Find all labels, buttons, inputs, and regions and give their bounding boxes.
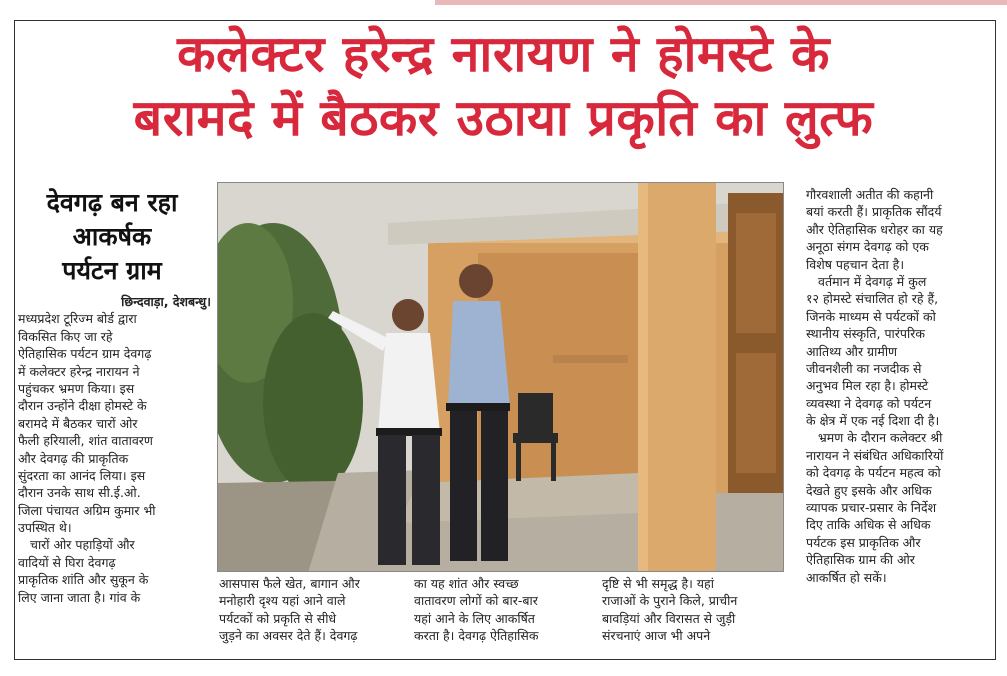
text-line: बावड़ियां और विरासत से जुड़ी xyxy=(602,610,736,626)
text-line: आतिथ्य और ग्रामीण xyxy=(806,343,898,359)
text-line: पर्यटकों को प्रकृति से सीधे xyxy=(219,610,337,626)
text-line: वादियों से घिरा देवगढ़ xyxy=(18,554,116,570)
text-line: के क्षेत्र में एक नई दिशा दी है। xyxy=(806,413,940,429)
top-decorative-rule xyxy=(435,0,1007,5)
text-line: विकसित किए जा रहे xyxy=(18,328,113,344)
text-line: लिए जाना जाता है। गांव के xyxy=(18,589,141,605)
text-line: दिए ताकि अधिक से अधिक xyxy=(806,517,931,533)
text-line: दृष्टि से भी समृद्ध है। यहां xyxy=(602,576,714,591)
text-line: दौरान उनके साथ सी.ई.ओ. xyxy=(18,485,141,501)
text-line: गौरवशाली अतीत की कहानी xyxy=(806,187,934,202)
text-line: उपस्थित थे। xyxy=(18,520,72,536)
text-line: में कलेक्टर हरेन्द्र नारायन ने xyxy=(18,363,140,379)
text-line: का यह शांत और स्वच्छ xyxy=(414,576,519,591)
headline-line-1: कलेक्टर हरेन्द्र नारायण ने होमस्टे के xyxy=(177,25,830,83)
text-line: सुंदरता का आनंद लिया। इस xyxy=(18,467,146,483)
article-photo xyxy=(217,182,784,572)
subheadline-line-3: पर्यटन ग्राम xyxy=(62,256,162,285)
text-line: नारायन ने संबंधित अधिकारियों xyxy=(806,447,944,463)
text-line: १२ होमस्टे संचालित हो रहे हैं, xyxy=(806,291,939,307)
text-line: को देवगढ़ के पर्यटन महत्व को xyxy=(806,465,941,481)
text-line: जीवनशैली का नजदीक से xyxy=(806,360,922,376)
text-line: करता है। देवगढ़ ऐतिहासिक xyxy=(414,628,539,644)
text-line: व्यवस्था ने देवगढ़ को पर्यटन xyxy=(806,395,932,411)
subheadline-line-1: देवगढ़ बन रहा xyxy=(46,188,178,217)
article-column-3 xyxy=(414,575,594,645)
text-line: चारों ओर पहाड़ियों और xyxy=(30,537,135,553)
text-line: अनूठा संगम देवगढ़ को एक xyxy=(806,239,929,255)
article-column-1 xyxy=(18,293,211,606)
text-line: आकर्षित हो सकें। xyxy=(806,569,887,585)
text-line: व्यापक प्रचार-प्रसार के निर्देश xyxy=(806,500,937,516)
text-line: वातावरण लोगों को बार-बार xyxy=(414,593,538,609)
text-line: यहां आने के लिए आकर्षित xyxy=(414,610,535,626)
text-line: आसपास फैले खेत, बागान और xyxy=(219,576,360,591)
subheadline-line-2: आकर्षक xyxy=(72,222,152,251)
text-line: स्थानीय संस्कृति, पारंपरिक xyxy=(806,326,925,342)
dateline: छिन्दवाड़ा, देशबन्धु। xyxy=(121,294,211,309)
text-line: ऐतिहासिक पर्यटन ग्राम देवगढ़ xyxy=(18,346,152,362)
article-column-2 xyxy=(219,575,409,645)
article-column-4 xyxy=(602,575,784,645)
column-1-lines xyxy=(18,310,211,606)
text-line: मनोहारी दृश्य यहां आने वाले xyxy=(219,593,346,609)
text-line: राजाओं के पुराने किले, प्राचीन xyxy=(602,593,738,609)
text-line: वर्तमान में देवगढ़ में कुल xyxy=(818,273,927,289)
text-line: फैली हरियाली, शांत वातावरण xyxy=(18,433,153,449)
text-line: प्राकृतिक शांति और सुकून के xyxy=(18,572,149,588)
headline-line-2: बरामदे में बैठकर उठाया प्रकृति का लुत्फ xyxy=(133,89,874,147)
text-line: बरामदे में बैठकर चारों ओर xyxy=(18,415,138,431)
text-line: मध्यप्रदेश टूरिज्म बोर्ड द्वारा xyxy=(18,311,137,327)
text-line: भ्रमण के दौरान कलेक्टर श्री xyxy=(818,430,943,446)
text-line: जिला पंचायत अग्रिम कुमार भी xyxy=(18,502,156,518)
text-line: ऐतिहासिक ग्राम की ओर xyxy=(806,552,915,568)
text-line: विशेष पहचान देता है। xyxy=(806,256,905,272)
text-line: और ऐतिहासिक धरोहर का यह xyxy=(806,221,943,237)
text-line: संरचनाएं आज भी अपने xyxy=(602,628,711,644)
article-column-5 xyxy=(806,186,990,586)
text-line: देखते हुए इसके और अधिक xyxy=(806,482,932,498)
text-line: पर्यटक इस प्राकृतिक और xyxy=(806,534,921,550)
text-line: जुड़ने का अवसर देते हैं। देवगढ़ xyxy=(219,628,358,644)
text-line: जिनके माध्यम से पर्यटकों को xyxy=(806,308,936,324)
text-line: और देवगढ़ की प्राकृतिक xyxy=(18,450,129,466)
text-line: दौरान उन्होंने दीक्षा होमस्टे के xyxy=(18,398,147,414)
photo-illustration xyxy=(218,183,784,572)
text-line: पहुंचकर भ्रमण किया। इस xyxy=(18,380,135,396)
text-line: अनुभव मिल रहा है। होमस्टे xyxy=(806,378,929,394)
text-line: बयां करती हैं। प्राकृतिक सौंदर्य xyxy=(806,204,942,220)
